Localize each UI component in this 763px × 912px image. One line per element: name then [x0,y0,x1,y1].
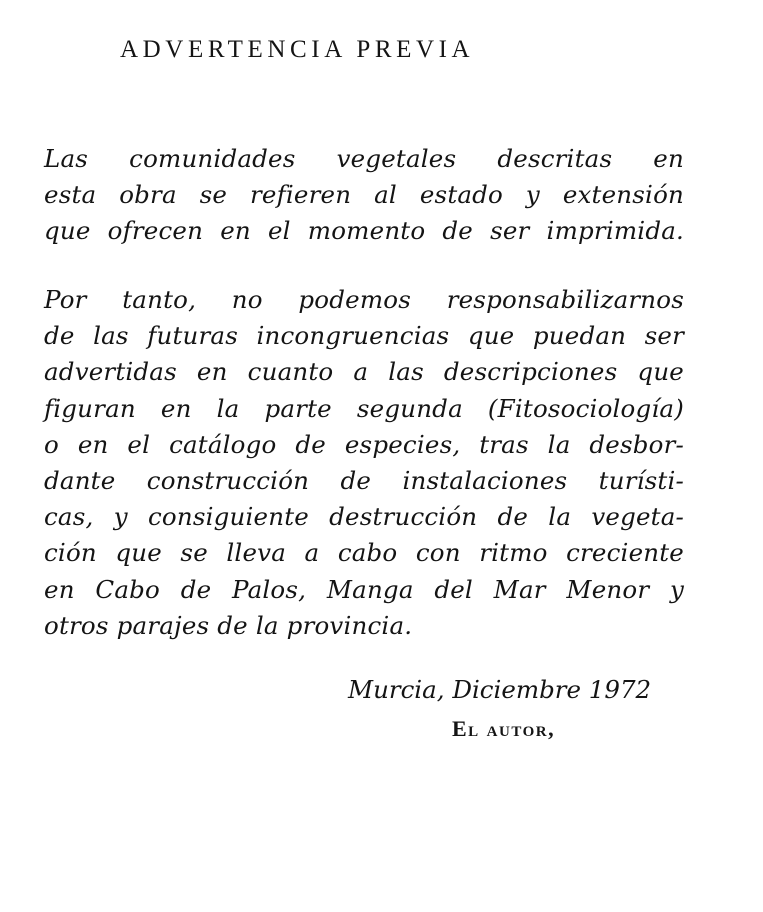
text-line: dante construcción de instalaciones turísti- [44,465,684,495]
signature-block [348,672,684,708]
text-line: advertidas en cuanto a las descripciones que [44,357,684,387]
paragraph-2 [44,282,684,644]
text-line: cas, y consiguiente destrucción de la vegeta- [44,502,684,532]
text-line: ción que se lleva a cabo con ritmo creciente [44,538,684,568]
text-line: de las futuras incongruencias que puedan ser [44,321,684,351]
text-line: esta obra se refieren al estado y extensión [44,180,684,210]
text-line: figuran en la parte segunda (Fitosociología) [44,393,684,423]
text-line: otros parajes de la provincia. [44,610,413,640]
text-line: Por tanto, no podemos responsabilizarnos [44,285,684,314]
text-line: Las comunidades vegetales descritas en [44,144,684,173]
place-and-date: Murcia, Diciembre 1972 [348,675,652,704]
text-line: o en el catálogo de especies, tras la desbor- [44,429,684,459]
author-signature: El autor, [452,716,556,741]
paragraph-1 [44,141,684,250]
text-line: en Cabo de Palos, Manga del Mar Menor y [44,574,684,604]
page-heading: ADVERTENCIA PREVIA [120,36,475,63]
text-line: que ofrecen en el momento de ser imprimida. [44,216,684,246]
